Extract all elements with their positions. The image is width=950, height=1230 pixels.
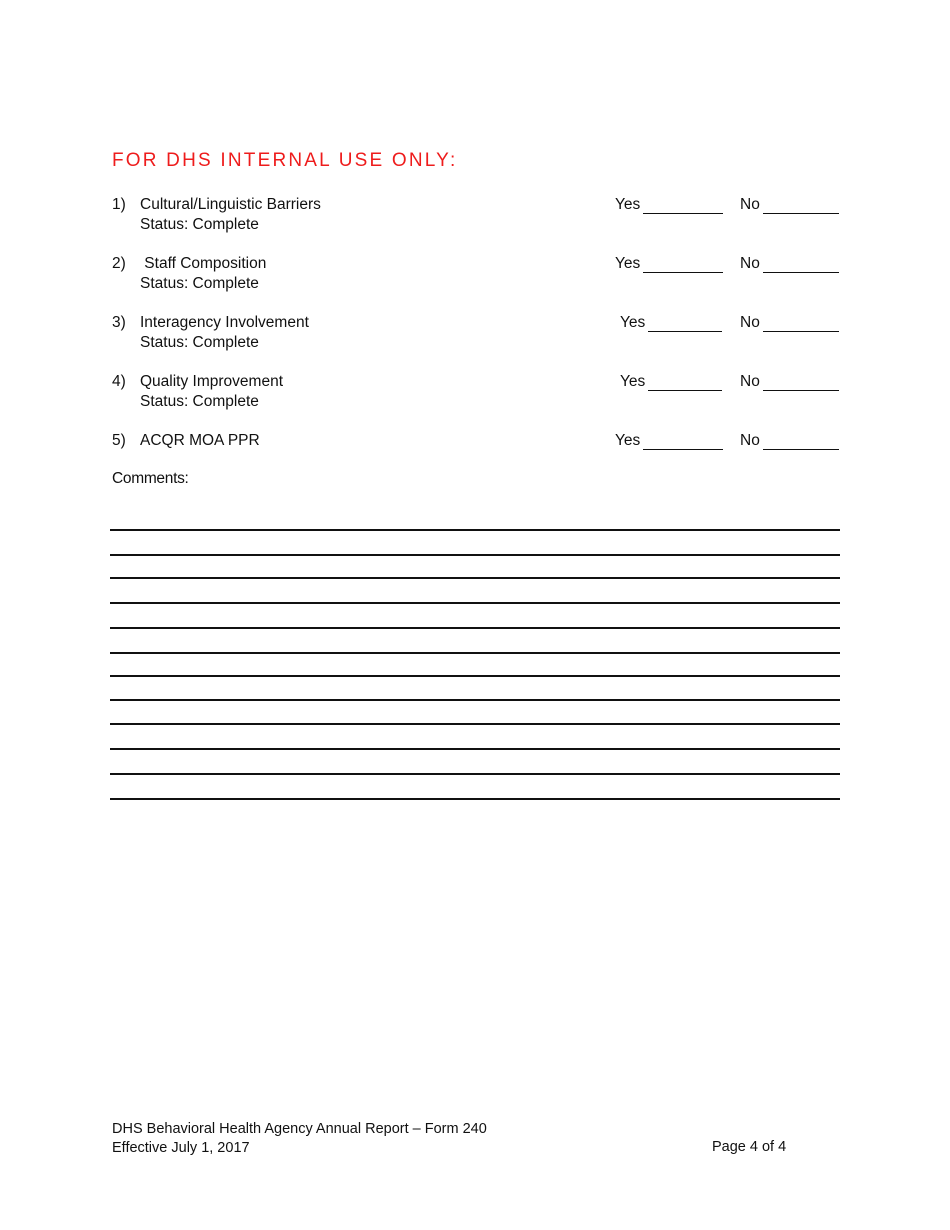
comment-line[interactable] xyxy=(110,773,840,775)
comment-line[interactable] xyxy=(110,748,840,750)
no-blank[interactable] xyxy=(763,434,839,450)
no-field[interactable] xyxy=(740,255,839,273)
item-status: Status: Complete xyxy=(140,216,259,233)
comment-line[interactable] xyxy=(110,723,840,725)
footer-left xyxy=(112,1120,487,1158)
item-label: Staff Composition xyxy=(140,255,267,272)
no-label: No xyxy=(740,432,760,449)
comments-label: Comments: xyxy=(112,470,189,487)
no-field[interactable] xyxy=(740,314,839,332)
no-field[interactable] xyxy=(740,373,839,391)
no-blank[interactable] xyxy=(763,198,839,214)
comment-line[interactable] xyxy=(110,529,840,531)
comment-line[interactable] xyxy=(110,675,840,677)
checklist-item xyxy=(112,255,842,297)
comment-line[interactable] xyxy=(110,798,840,800)
yes-field[interactable] xyxy=(620,314,722,332)
item-number: 3) xyxy=(112,314,126,331)
yes-label: Yes xyxy=(615,432,641,449)
no-label: No xyxy=(740,255,760,272)
item-label: Quality Improvement xyxy=(140,373,283,390)
item-label: ACQR MOA PPR xyxy=(140,432,260,449)
checklist-item xyxy=(112,196,842,238)
item-status: Status: Complete xyxy=(140,334,259,351)
comment-line[interactable] xyxy=(110,602,840,604)
item-number: 1) xyxy=(112,196,126,213)
comment-line[interactable] xyxy=(110,627,840,629)
footer-effective-date: Effective July 1, 2017 xyxy=(112,1140,250,1156)
checklist-item xyxy=(112,314,842,356)
item-label: Interagency Involvement xyxy=(140,314,309,331)
checklist-item xyxy=(112,432,842,474)
yes-field[interactable] xyxy=(615,255,723,273)
comment-line[interactable] xyxy=(110,699,840,701)
comment-line[interactable] xyxy=(110,577,840,579)
item-number: 5) xyxy=(112,432,126,449)
yes-field[interactable] xyxy=(620,373,722,391)
yes-field[interactable] xyxy=(615,432,723,450)
no-field[interactable] xyxy=(740,196,839,214)
item-label: Cultural/Linguistic Barriers xyxy=(140,196,321,213)
item-number: 2) xyxy=(112,255,126,272)
yes-blank[interactable] xyxy=(643,198,723,214)
section-heading: FOR DHS INTERNAL USE ONLY: xyxy=(112,150,458,171)
no-label: No xyxy=(740,314,760,331)
no-blank[interactable] xyxy=(763,316,839,332)
yes-blank[interactable] xyxy=(643,434,723,450)
page-number: Page 4 of 4 xyxy=(712,1139,787,1155)
item-number: 4) xyxy=(112,373,126,390)
item-status: Status: Complete xyxy=(140,275,259,292)
no-blank[interactable] xyxy=(763,375,839,391)
no-blank[interactable] xyxy=(763,257,839,273)
checklist-item xyxy=(112,373,842,415)
footer-form-title: DHS Behavioral Health Agency Annual Report – Form 240 xyxy=(112,1121,487,1137)
yes-blank[interactable] xyxy=(648,316,722,332)
no-field[interactable] xyxy=(740,432,839,450)
yes-label: Yes xyxy=(620,314,646,331)
yes-label: Yes xyxy=(615,196,641,213)
item-status: Status: Complete xyxy=(140,393,259,410)
yes-label: Yes xyxy=(615,255,641,272)
yes-field[interactable] xyxy=(615,196,723,214)
yes-blank[interactable] xyxy=(643,257,723,273)
no-label: No xyxy=(740,373,760,390)
yes-label: Yes xyxy=(620,373,646,390)
comment-line[interactable] xyxy=(110,652,840,654)
no-label: No xyxy=(740,196,760,213)
yes-blank[interactable] xyxy=(648,375,722,391)
comment-line[interactable] xyxy=(110,554,840,556)
